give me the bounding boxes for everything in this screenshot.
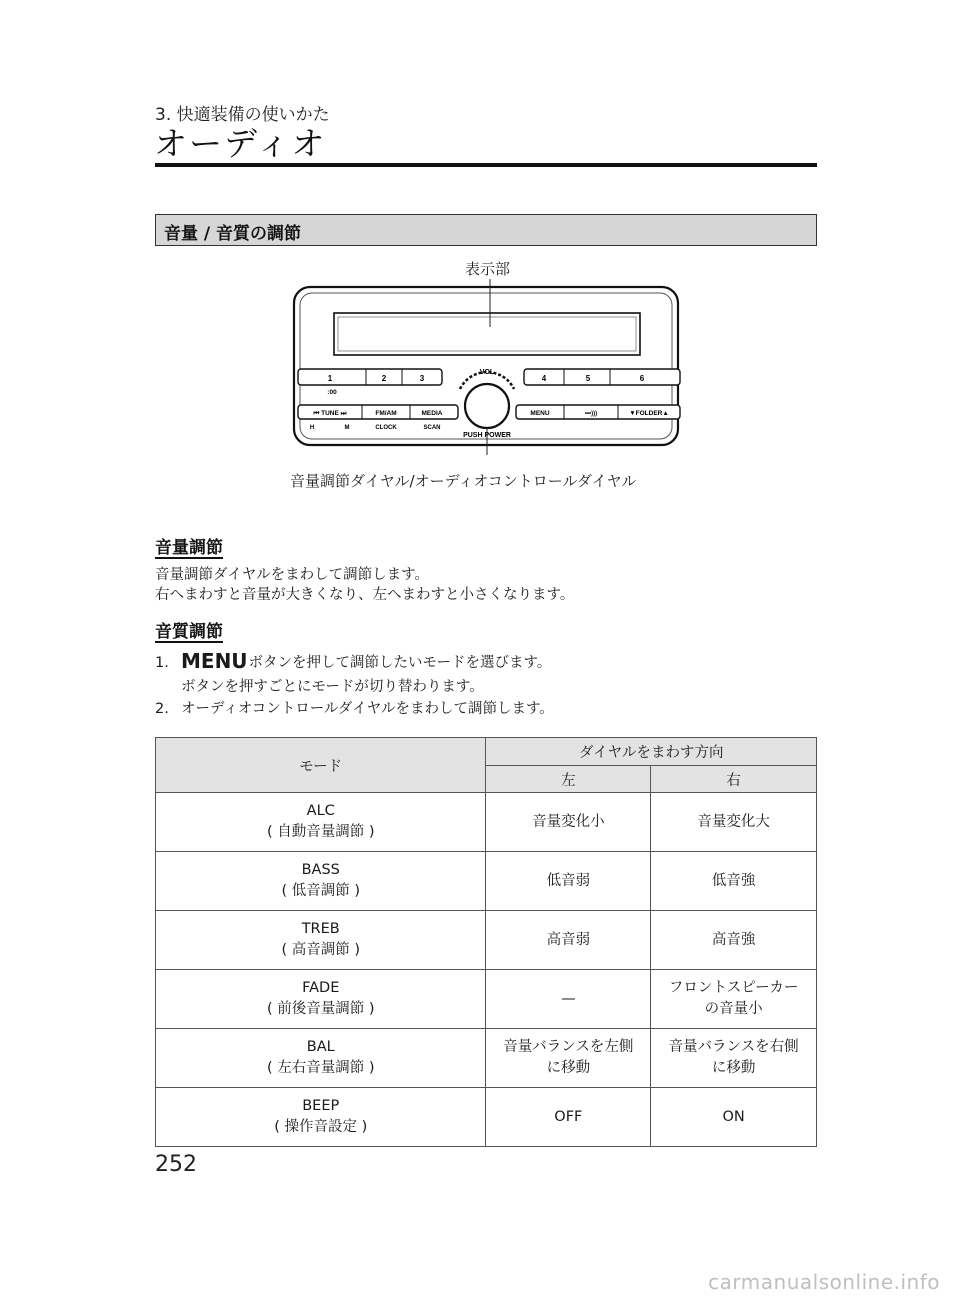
dial-callout-label: 音量調節ダイヤル/オーディオコントロールダイヤル xyxy=(290,472,637,490)
left-value: — xyxy=(486,970,651,1029)
display-callout-label: 表示部 xyxy=(465,260,511,278)
right-value: 音量変化大 xyxy=(651,793,817,852)
preset-button-5: 5 xyxy=(585,374,591,383)
preset-button-2: 2 xyxy=(381,374,387,383)
page-number: 252 xyxy=(155,1152,197,1177)
chapter-label: 3. 快適装備の使いかた xyxy=(155,105,330,125)
folder-button: ▼FOLDER▲ xyxy=(629,410,669,417)
header-right: 右 xyxy=(651,766,817,793)
label-h: H xyxy=(309,425,315,431)
mode-desc: ( 自動音量調節 ) xyxy=(266,824,375,840)
media-button: MEDIA xyxy=(421,410,443,417)
mode-name: BAL xyxy=(306,1039,335,1055)
menu-word: MENU xyxy=(181,649,248,673)
step-1-number: 1. xyxy=(155,655,169,671)
section-title: 音量 / 音質の調節 xyxy=(155,214,817,246)
left-value: OFF xyxy=(486,1088,651,1147)
label-scan: SCAN xyxy=(423,425,441,431)
label-m: M xyxy=(344,425,350,431)
right-value: 音量バランスを右側に移動 xyxy=(651,1029,817,1088)
right-value: フロントスピーカーの音量小 xyxy=(651,970,817,1029)
step-1-continuation: ボタンを押すごとにモードが切り替わります。 xyxy=(181,679,484,695)
table-row xyxy=(156,793,817,852)
volume-text-2: 右へまわすと音量が大きくなり、左へまわすと小さくなります。 xyxy=(155,587,575,603)
mode-desc: ( 左右音量調節 ) xyxy=(266,1060,375,1076)
header-left: 左 xyxy=(486,766,651,793)
header-dial-direction: ダイヤルをまわす方向 xyxy=(486,738,817,766)
preset-buttons-right-bar xyxy=(524,369,680,385)
vol-label: VOL xyxy=(479,369,495,376)
mode-name: BASS xyxy=(301,862,340,878)
fm-am-button: FM/AM xyxy=(375,410,397,417)
display-window xyxy=(334,313,640,355)
mode-desc: ( 操作音設定 ) xyxy=(274,1119,368,1135)
preset-button-1: 1 xyxy=(327,374,333,383)
table-row xyxy=(156,1088,817,1147)
right-value: 低音強 xyxy=(651,852,817,911)
right-value: ON xyxy=(651,1088,817,1147)
mode-table xyxy=(155,737,817,1147)
right-value: 高音強 xyxy=(651,911,817,970)
sound-button: •••))) xyxy=(584,411,598,417)
step-1-text: ボタンを押して調節したいモードを選びます。 xyxy=(248,655,552,671)
table-row xyxy=(156,911,817,970)
preset-button-6: 6 xyxy=(639,374,645,383)
audio-panel-figure xyxy=(280,255,690,495)
label-00: :00 xyxy=(327,389,337,396)
mode-name: BEEP xyxy=(302,1098,340,1114)
step-1 xyxy=(155,651,551,673)
push-power-label: PUSH POWER xyxy=(463,432,511,439)
header-mode: モード xyxy=(156,738,486,793)
mode-desc: ( 前後音量調節 ) xyxy=(266,1001,375,1017)
left-value: 音量バランスを左側に移動 xyxy=(486,1029,651,1088)
volume-knob xyxy=(465,384,509,428)
audio-panel-illustration xyxy=(280,255,690,495)
mode-name: ALC xyxy=(306,803,335,819)
volume-heading: 音量調節 xyxy=(155,538,223,558)
preset-button-3: 3 xyxy=(419,374,425,383)
mode-name: TREB xyxy=(301,921,340,937)
watermark: carmanualsonline.info xyxy=(708,1270,940,1294)
step-2 xyxy=(155,699,554,719)
tune-button: ⏮ TUNE ⏭ xyxy=(313,410,347,417)
page-title: オーディオ xyxy=(154,124,327,163)
left-value: 低音弱 xyxy=(486,852,651,911)
preset-button-4: 4 xyxy=(541,374,547,383)
table-row xyxy=(156,970,817,1029)
volume-text-1: 音量調節ダイヤルをまわして調節します。 xyxy=(155,567,429,583)
tone-heading: 音質調節 xyxy=(155,622,223,642)
left-value: 高音弱 xyxy=(486,911,651,970)
mode-name: FADE xyxy=(302,980,340,996)
mode-desc: ( 低音調節 ) xyxy=(281,883,360,899)
step-2-number: 2. xyxy=(155,701,169,717)
mode-desc: ( 高音調節 ) xyxy=(281,942,360,958)
table-row xyxy=(156,1029,817,1088)
menu-button: MENU xyxy=(530,410,550,417)
label-clock: CLOCK xyxy=(375,425,397,431)
table-row xyxy=(156,852,817,911)
step-2-text: オーディオコントロールダイヤルをまわして調節します。 xyxy=(181,701,554,717)
title-divider xyxy=(155,163,817,167)
left-value: 音量変化小 xyxy=(486,793,651,852)
